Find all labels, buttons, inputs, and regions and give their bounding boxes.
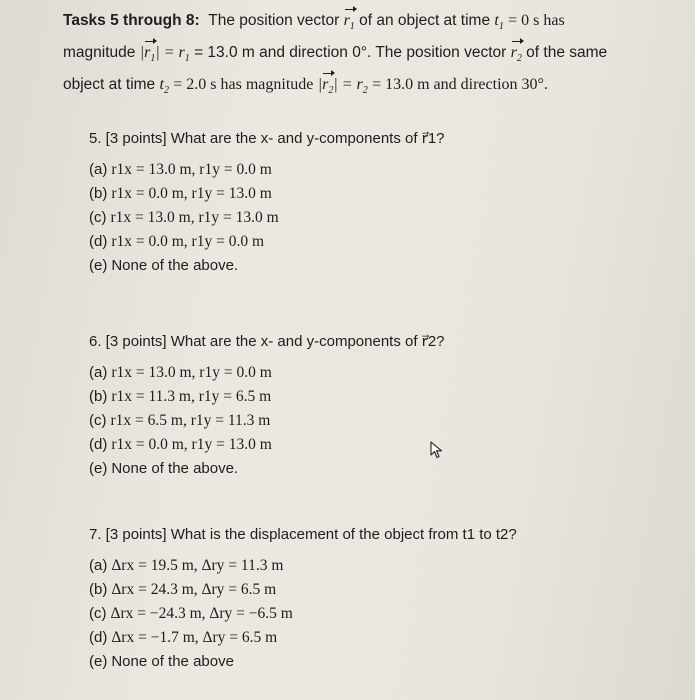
question-5-stem: 5. [3 points] What are the x- and y-components of r⃗1?	[89, 130, 445, 147]
mouse-pointer-icon	[430, 441, 444, 459]
question-6-option-e[interactable]: (e) None of the above.	[89, 460, 239, 477]
tasks-heading: Tasks 5 through 8:	[63, 12, 200, 29]
question-5-option-e[interactable]: (e) None of the above.	[89, 257, 239, 274]
question-6-option-c[interactable]: (c) r1x = 6.5 m, r1y = 11.3 m	[89, 412, 271, 429]
intro-text-1a: The position vector	[208, 12, 340, 29]
question-6-stem: 6. [3 points] What are the x- and y-components of r⃗2?	[89, 333, 445, 350]
intro-line-1	[63, 8, 663, 40]
t2-symbol: $t_2$	[159, 76, 169, 97]
t1-symbol: $t_1$	[494, 12, 504, 33]
intro-text-2a: magnitude	[63, 44, 136, 62]
question-6-option-b[interactable]: (b) r1x = 11.3 m, r1y = 6.5 m	[89, 388, 272, 405]
question-5	[89, 128, 609, 278]
intro-text-3a: object at time	[63, 76, 156, 94]
question-5-option-b[interactable]: (b) r1x = 0.0 m, r1y = 13.0 m	[89, 185, 272, 202]
question-7-option-c[interactable]: (c) Δrx = −24.3 m, Δry = −6.5 m	[89, 605, 293, 622]
r1-magnitude-symbol: $|r_1| = r_1$	[140, 44, 190, 61]
question-7-option-a[interactable]: (a) Δrx = 19.5 m, Δry = 11.3 m	[89, 557, 284, 574]
question-6	[89, 331, 609, 481]
r2-vector-symbol: $r_2$	[511, 40, 522, 72]
question-6-option-d[interactable]: (d) r1x = 0.0 m, r1y = 13.0 m	[89, 436, 272, 453]
intro-line-2	[63, 40, 663, 72]
r2-magnitude-symbol: $|r_2| = r_2$	[318, 76, 368, 93]
question-7-option-e[interactable]: (e) None of the above	[89, 653, 234, 670]
tasks-intro-paragraph	[63, 8, 663, 105]
intro-text-1c: = 0 s has	[508, 12, 565, 29]
question-5-option-a[interactable]: (a) r1x = 13.0 m, r1y = 0.0 m	[89, 161, 272, 178]
intro-text-2b: = 13.0 m and direction 0°. The position vector	[194, 44, 507, 62]
intro-line-3	[63, 72, 663, 104]
question-5-option-c[interactable]: (c) r1x = 13.0 m, r1y = 13.0 m	[89, 209, 279, 226]
question-7	[89, 524, 609, 674]
intro-text-2c: of the same	[526, 44, 608, 62]
question-6-option-a[interactable]: (a) r1x = 13.0 m, r1y = 0.0 m	[89, 364, 272, 381]
r1-vector-symbol: $r_1$	[344, 8, 355, 40]
intro-text-1b: of an object at time	[359, 12, 491, 29]
question-7-option-d[interactable]: (d) Δrx = −1.7 m, Δry = 6.5 m	[89, 629, 278, 646]
question-5-option-d[interactable]: (d) r1x = 0.0 m, r1y = 0.0 m	[89, 233, 265, 250]
question-7-stem: 7. [3 points] What is the displacement of the object from t1 to t2?	[89, 526, 517, 543]
question-7-option-b[interactable]: (b) Δrx = 24.3 m, Δry = 6.5 m	[89, 581, 277, 598]
intro-text-3c: = 13.0 m and direction 30°.	[372, 76, 548, 94]
intro-text-3b: = 2.0 s has magnitude	[173, 76, 314, 94]
